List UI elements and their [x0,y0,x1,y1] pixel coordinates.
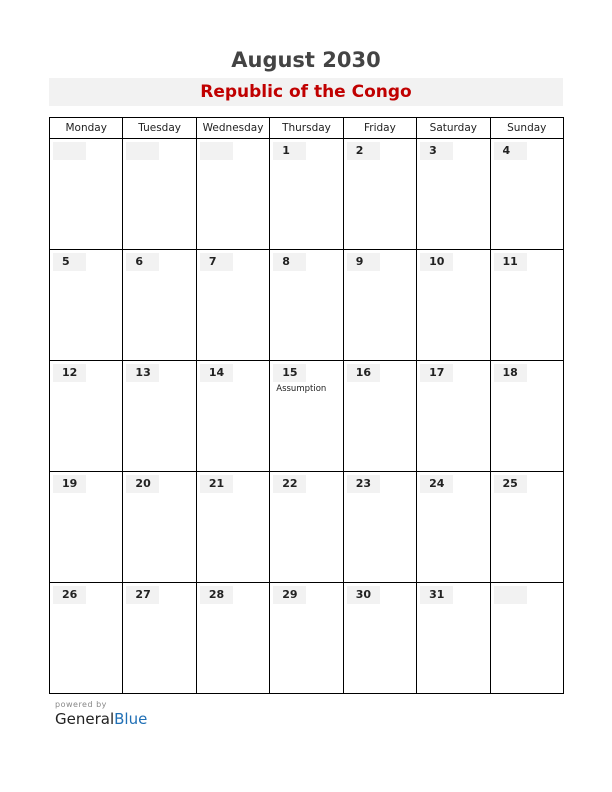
day-cell [417,139,490,250]
day-cell [50,361,123,472]
day-cell [343,139,416,250]
day-cell [50,472,123,583]
day-number: 16 [347,364,380,382]
holiday-label: Assumption [276,384,327,394]
day-cell [123,472,196,583]
day-cell [123,139,196,250]
day-cell [270,361,343,472]
day-number: 29 [273,586,306,604]
day-number: 27 [126,586,159,604]
day-number: 22 [273,475,306,493]
day-number: 31 [420,586,453,604]
day-cell [343,250,416,361]
brand-blue: Blue [114,710,148,728]
week-row [50,139,564,250]
day-cell [343,472,416,583]
day-cell [417,472,490,583]
day-number: 8 [273,253,306,271]
day-cell [490,250,563,361]
day-cell [490,583,563,694]
week-row [50,583,564,694]
day-number [200,142,233,160]
day-number: 30 [347,586,380,604]
week-row [50,250,564,361]
day-cell [123,361,196,472]
day-number [126,142,159,160]
day-number: 21 [200,475,233,493]
day-number: 10 [420,253,453,271]
day-cell [270,139,343,250]
day-number: 5 [53,253,86,271]
day-cell [343,583,416,694]
weekday-header-row [50,118,564,139]
day-number: 9 [347,253,380,271]
day-number: 26 [53,586,86,604]
weekday-header: Tuesday [123,118,196,139]
day-number: 13 [126,364,159,382]
day-cell [490,361,563,472]
week-row [50,472,564,583]
weekday-header: Monday [50,118,123,139]
day-number: 17 [420,364,453,382]
day-cell [196,361,269,472]
day-number: 25 [494,475,527,493]
day-number: 2 [347,142,380,160]
week-row [50,361,564,472]
day-number: 20 [126,475,159,493]
day-cell [417,250,490,361]
weekday-header: Thursday [270,118,343,139]
brand-general: General [55,710,115,728]
day-number: 23 [347,475,380,493]
day-number: 4 [494,142,527,160]
day-cell [50,250,123,361]
day-cell [50,139,123,250]
day-cell [123,583,196,694]
day-number [494,586,527,604]
day-cell [417,583,490,694]
day-number: 11 [494,253,527,271]
day-number: 28 [200,586,233,604]
day-number [53,142,86,160]
generalblue-logo[interactable] [55,710,147,728]
weekday-header: Saturday [417,118,490,139]
day-cell [270,250,343,361]
day-cell [196,250,269,361]
day-number: 1 [273,142,306,160]
day-cell [490,139,563,250]
day-cell [270,472,343,583]
day-cell [123,250,196,361]
calendar-title: August 2030 [231,48,381,72]
country-name: Republic of the Congo [49,78,563,106]
day-number: 12 [53,364,86,382]
weekday-header: Sunday [490,118,563,139]
footer [55,700,147,728]
weekday-header: Friday [343,118,416,139]
day-cell [270,583,343,694]
calendar-grid [49,117,564,694]
day-number: 14 [200,364,233,382]
day-cell [196,472,269,583]
day-number: 6 [126,253,159,271]
weekday-header: Wednesday [196,118,269,139]
day-cell [417,361,490,472]
day-cell [196,139,269,250]
day-number: 19 [53,475,86,493]
day-cell [196,583,269,694]
day-number: 15 [273,364,306,382]
day-number: 24 [420,475,453,493]
day-cell [490,472,563,583]
day-cell [343,361,416,472]
powered-by-text: powered by [55,700,107,709]
day-number: 18 [494,364,527,382]
day-number: 7 [200,253,233,271]
day-cell [50,583,123,694]
day-number: 3 [420,142,453,160]
